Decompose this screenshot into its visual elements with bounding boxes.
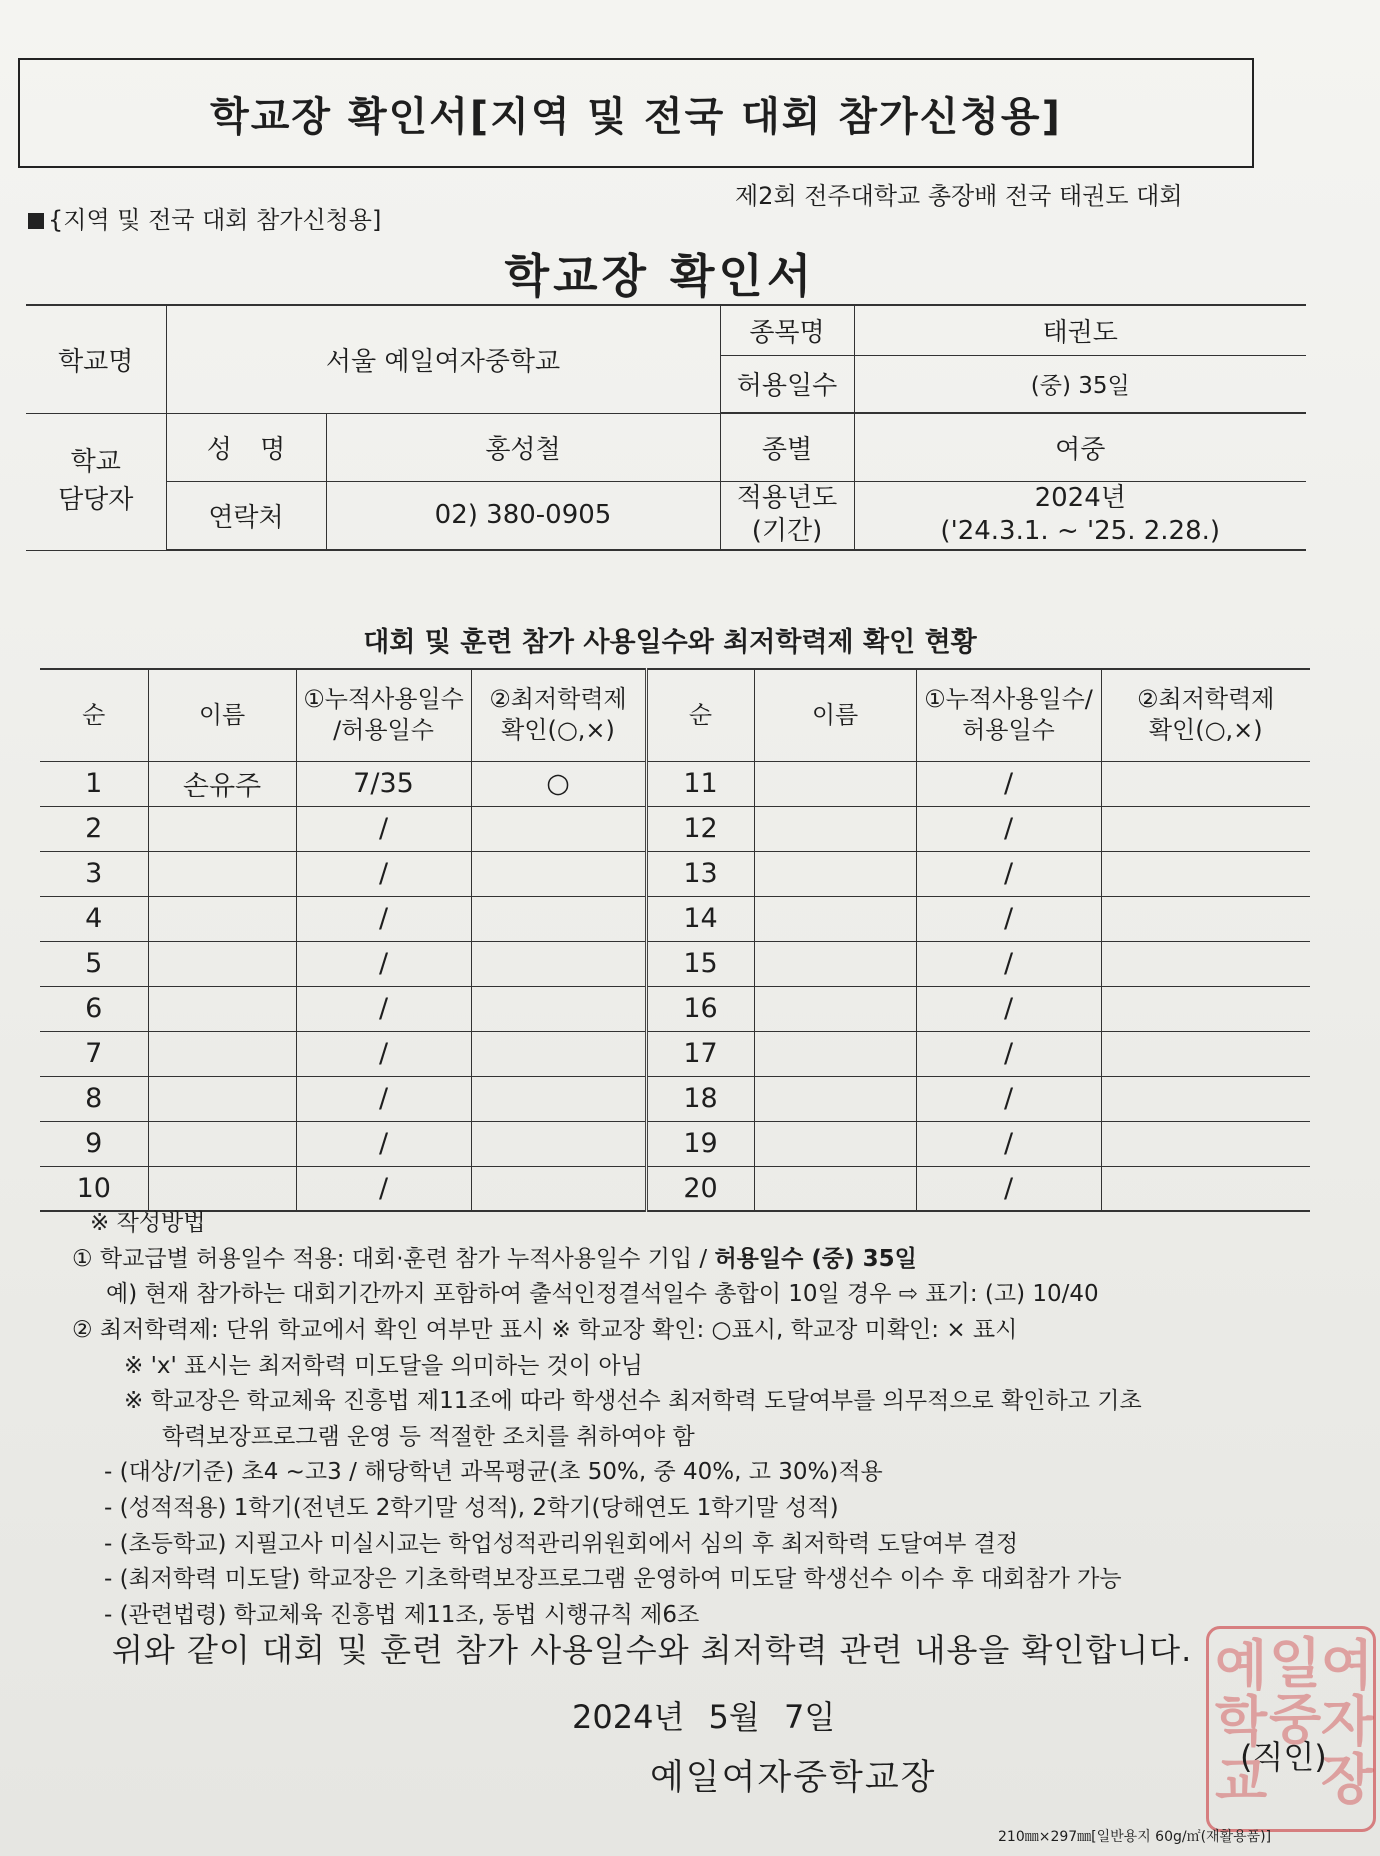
table-row [40,761,1310,806]
cell-left-no: 7 [40,1031,148,1076]
cell-right-name [754,806,916,851]
cell-right-no: 19 [646,1121,754,1166]
note-example: 예) 현재 참가하는 대회기간까지 포함하여 출석인정결석일수 총합이 10일 경우 ⇨ 표기: (고) 10/40 [106,1281,1099,1308]
cell-left-name [148,851,296,896]
header-days-left: ①누적사용일수 /허용일수 [296,669,471,761]
cell-right-name [754,941,916,986]
note-elementary: - (초등학교) 지필고사 미실시교는 학업성적관리위원회에서 심의 후 최저학력 도달여부 결정 [104,1530,1019,1557]
header-name-right: 이름 [754,669,916,761]
cell-left-name [148,1166,296,1211]
document-title: 학교장 확인서 [504,249,816,303]
contact-value: 02) 380-0905 [326,481,720,550]
cell-right-check [1101,986,1310,1031]
cell-right-name [754,1076,916,1121]
cell-left-name [148,1121,296,1166]
cell-left-name [148,1076,296,1121]
cell-left-check [471,851,646,896]
cell-right-check [1101,1121,1310,1166]
cell-left-days: / [296,1166,471,1211]
instructions [72,1206,1342,1634]
cell-left-check [471,1166,646,1211]
contact-label: 연락처 [166,481,326,550]
cell-left-days: / [296,1076,471,1121]
status-section-title: 대회 및 훈련 참가 사용일수와 최저학력제 확인 현황 [363,627,977,658]
cell-right-check [1101,1076,1310,1121]
table-row [40,1121,1310,1166]
cell-left-check: ○ [471,761,646,806]
participation-status-table [40,668,1310,1212]
cell-right-no: 13 [646,851,754,896]
cell-right-check [1101,851,1310,896]
cell-left-no: 10 [40,1166,148,1211]
seal-glyph: 학 [1215,1690,1268,1753]
cell-right-days: / [916,761,1101,806]
cell-right-name [754,1121,916,1166]
cell-left-no: 5 [40,941,148,986]
event-label: 종목명 [720,305,854,355]
table-row [40,1166,1310,1211]
principal-title: 예일여자중학교장 [650,1758,937,1798]
seal-glyph: 중 [1269,1688,1322,1751]
header-no-right: 순 [646,669,754,761]
note-target: - (대상/기준) 초4 ~고3 / 해당학년 과목평균(초 50%, 중 40%, 고 30%)적용 [104,1459,883,1486]
cell-left-days: / [296,941,471,986]
cell-right-days: / [916,941,1101,986]
table-row [40,806,1310,851]
allowed-days-label: 허용일수 [720,355,854,413]
cell-right-days: / [916,851,1101,896]
cell-left-days: 7/35 [296,761,471,806]
category-label: 종별 [720,413,854,481]
cell-right-check [1101,761,1310,806]
seal-glyph: 교 [1215,1750,1268,1813]
cell-left-check [471,1121,646,1166]
form-title: 학교장 확인서[지역 및 전국 대회 참가신청용] [210,93,1062,140]
school-info-table [26,304,1306,551]
table-row [40,896,1310,941]
cell-right-no: 14 [646,896,754,941]
cell-right-name [754,1031,916,1076]
square-bullet-icon [28,213,44,229]
cell-left-no: 6 [40,986,148,1031]
cell-right-name [754,851,916,896]
header-no-left: 순 [40,669,148,761]
event-value: 태권도 [854,305,1306,355]
confirmation-statement: 위와 같이 대회 및 훈련 참가 사용일수와 최저학력 관련 내용을 확인합니다. [112,1631,1193,1669]
note-program: 학력보장프로그램 운영 등 적절한 조치를 취하여야 함 [162,1423,695,1450]
year-label: 적용년도 (기간) [720,481,854,550]
cell-left-days: / [296,986,471,1031]
paper-spec: 210㎜×297㎜[일반용지 60g/㎡(재활용품)] [998,1829,1272,1845]
table-row [40,941,1310,986]
form-purpose-label: {지역 및 전국 대회 참가신청용] [28,200,381,235]
cell-right-days: / [916,1166,1101,1211]
category-value: 여중 [854,413,1306,481]
cell-right-no: 18 [646,1076,754,1121]
cell-left-check [471,896,646,941]
cell-right-check [1101,896,1310,941]
cell-right-days: / [916,1031,1101,1076]
cell-right-check [1101,1166,1310,1211]
note-heading: ※ 작성방법 [90,1210,206,1236]
cell-left-days: / [296,851,471,896]
table-row [40,1031,1310,1076]
table-row [40,851,1310,896]
cell-left-days: / [296,1031,471,1076]
cell-right-no: 12 [646,806,754,851]
cell-left-name [148,806,296,851]
note-laws: - (관련법령) 학교체육 진흥법 제11조, 동법 시행규칙 제6조 [104,1602,700,1629]
form-title-box [18,58,1254,168]
header-name-left: 이름 [148,669,296,761]
year-value: 2024년 ('24.3.1. ~ '25. 2.28.) [854,481,1306,550]
cell-right-days: / [916,986,1101,1031]
cell-left-name [148,1031,296,1076]
cell-left-check [471,806,646,851]
cell-left-no: 4 [40,896,148,941]
cell-right-check [1101,806,1310,851]
cell-right-check [1101,1031,1310,1076]
cell-left-no: 9 [40,1121,148,1166]
cell-right-name [754,896,916,941]
cell-left-name [148,986,296,1031]
cell-right-no: 17 [646,1031,754,1076]
table-row [40,986,1310,1031]
name-value: 홍성철 [326,413,720,481]
name-label: 성 명 [166,413,326,481]
cell-right-name [754,986,916,1031]
note-grades: - (성적적용) 1학기(전년도 2학기말 성적), 2학기(당해연도 1학기말 성적) [104,1495,839,1522]
cell-right-days: / [916,1121,1101,1166]
cell-left-no: 2 [40,806,148,851]
header-check-right: ②최저학력제 확인(○,×) [1101,669,1310,761]
cell-left-no: 3 [40,851,148,896]
seal-label: (직인) [1240,1738,1327,1776]
competition-name: 제2회 전주대학교 총장배 전국 태권도 대회 [735,182,1183,210]
seal-glyph: 일 [1269,1632,1322,1695]
cell-right-no: 20 [646,1166,754,1211]
cell-left-check [471,986,646,1031]
seal-glyph: 장 [1321,1748,1374,1811]
header-days-right: ①누적사용일수/ 허용일수 [916,669,1101,761]
cell-left-check [471,1076,646,1121]
cell-left-name: 손유주 [148,761,296,806]
cell-right-days: / [916,896,1101,941]
school-name-value: 서울 예일여자중학교 [166,305,720,413]
note-x-meaning: ※ 'x' 표시는 최저학력 미도달을 의미하는 것이 아님 [124,1352,643,1379]
note-not-reached: - (최저학력 미도달) 학교장은 기초학력보장프로그램 운영하여 미도달 학생선수 이수 후 대회참가 가능 [104,1566,1122,1593]
cell-right-no: 11 [646,761,754,806]
cell-right-check [1101,941,1310,986]
cell-right-days: / [916,806,1101,851]
school-manager-label: 학교 담당자 [26,413,166,550]
cell-left-days: / [296,806,471,851]
cell-right-name [754,1166,916,1211]
cell-left-name [148,941,296,986]
cell-left-days: / [296,1121,471,1166]
note-min-academic: ② 최저학력제: 단위 학교에서 확인 여부만 표시 ※ 학교장 확인: ○표시, 학교장 미확인: × 표시 [72,1316,1018,1343]
seal-glyph: 자 [1321,1690,1374,1753]
school-seal-stamp [1206,1626,1376,1832]
cell-left-days: / [296,896,471,941]
school-name-label: 학교명 [26,305,166,413]
issue-date: 2024년 5월 7일 [572,1698,836,1736]
note-allowed-days: ① 학교급별 허용일수 적용: 대회·훈련 참가 누적사용일수 기입 / 허용일수 (중) 35일 [72,1245,917,1272]
seal-glyph: 예 [1215,1634,1268,1697]
cell-left-check [471,1031,646,1076]
cell-left-no: 1 [40,761,148,806]
cell-left-no: 8 [40,1076,148,1121]
cell-right-no: 15 [646,941,754,986]
header-check-left: ②최저학력제 확인(○,×) [471,669,646,761]
seal-glyph: 여 [1321,1634,1374,1697]
cell-right-name [754,761,916,806]
cell-left-check [471,941,646,986]
cell-left-name [148,896,296,941]
note-principal-duty: ※ 학교장은 학교체육 진흥법 제11조에 따라 학생선수 최저학력 도달여부를 의무적으로 확인하고 기초 [124,1388,1142,1415]
table-row [40,1076,1310,1121]
cell-right-days: / [916,1076,1101,1121]
allowed-days-value: (중) 35일 [854,355,1306,413]
cell-right-no: 16 [646,986,754,1031]
